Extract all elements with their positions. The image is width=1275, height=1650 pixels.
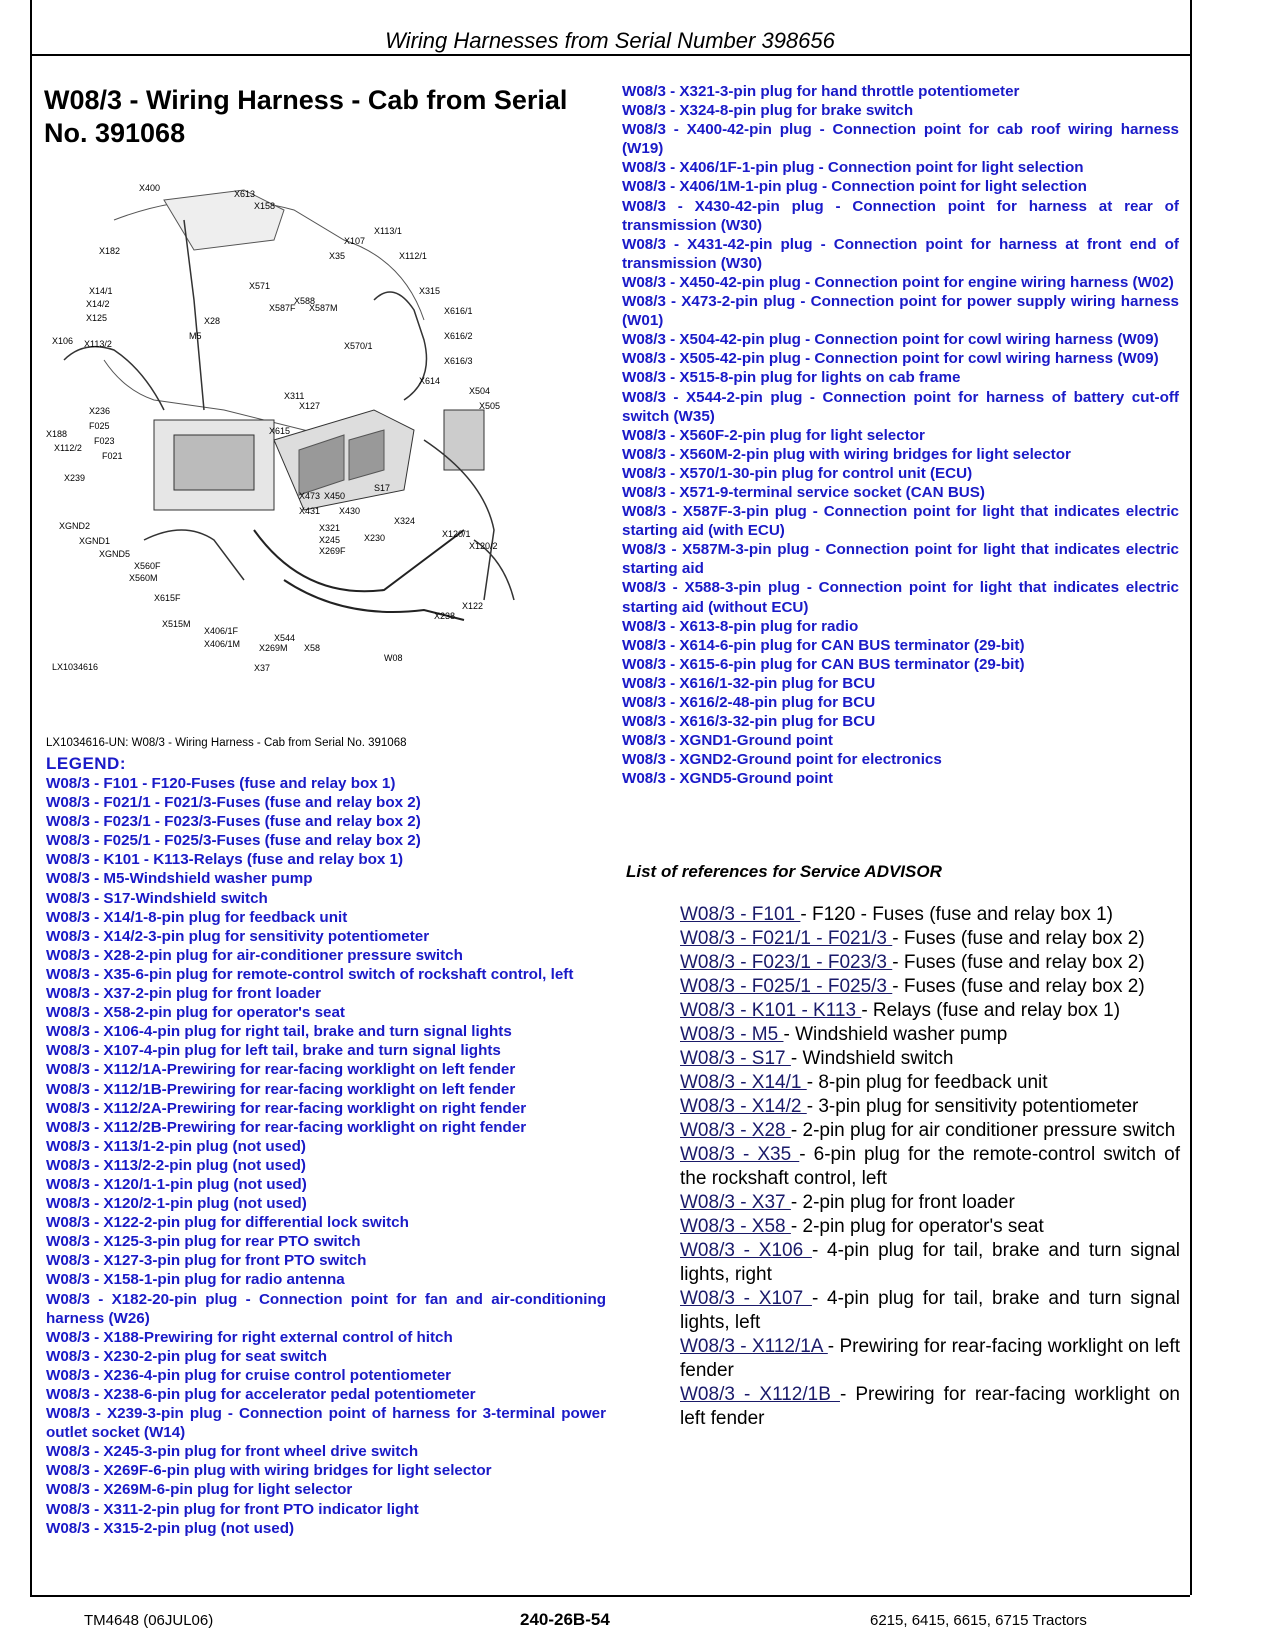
reference-item	[680, 1047, 1180, 1071]
figure-label: X588	[294, 296, 316, 306]
legend-item: W08/3 - S17-Windshield switch	[46, 889, 268, 907]
reference-item	[680, 1239, 1180, 1287]
reference-description: - 6-pin plug for the remote-control switch of the rockshaft control, left	[680, 1144, 1180, 1189]
legend-item: W08/3 - X400-42-pin plug - Connection point for cab roof wiring harness (W19)	[622, 121, 1179, 158]
reference-item	[680, 903, 1180, 927]
legend-item: W08/3 - X245-3-pin plug for front wheel drive switch	[46, 1443, 419, 1461]
legend-item: W08/3 - X113/2-2-pin plug (not used)	[46, 1156, 306, 1174]
references-title: List of references for Service ADVISOR	[626, 862, 942, 881]
reference-link[interactable]: W08/3 - K101 - K113	[680, 1000, 862, 1021]
legend	[46, 754, 606, 1538]
reference-item	[680, 999, 1180, 1023]
figure-label: X107	[344, 236, 366, 246]
reference-description: - 8-pin plug for feedback unit	[806, 1072, 1048, 1093]
figure-label: X245	[319, 535, 341, 545]
footer-rule	[30, 1595, 1190, 1597]
legend-item: W08/3 - X616/3-32-pin plug for BCU	[622, 713, 876, 731]
reference-link[interactable]: W08/3 - X112/1B	[680, 1384, 840, 1405]
legend-item: W08/3 - X182-20-pin plug - Connection point for fan and air-conditioning harness (W26)	[46, 1290, 606, 1327]
reference-description: - 4-pin plug for tail, brake and turn signal lights, left	[680, 1288, 1180, 1333]
figure-label: X122	[462, 601, 484, 611]
reference-item	[680, 1287, 1180, 1335]
reference-link[interactable]: W08/3 - F101	[680, 904, 801, 925]
figure-label: X112/1	[399, 251, 427, 261]
figure-label: S17	[374, 483, 391, 493]
figure-label: X120/2	[469, 541, 498, 551]
reference-link[interactable]: W08/3 - X28	[680, 1120, 791, 1141]
figure-label: X324	[394, 516, 416, 526]
reference-item	[680, 1119, 1180, 1143]
figure-label: X473	[299, 491, 321, 501]
figure-label: X14/2	[86, 299, 110, 309]
reference-item	[680, 1023, 1180, 1047]
legend-item: W08/3 - X238-6-pin plug for accelerator pedal potentiometer	[46, 1386, 476, 1403]
legend-item: W08/3 - X430-42-pin plug - Connection point for harness at rear of transmission (W30)	[622, 197, 1179, 234]
legend-item: W08/3 - X112/2A-Prewiring for rear-facing worklight on right fender	[46, 1099, 527, 1117]
figure-label: X113/2	[84, 339, 112, 349]
figure-label: X311	[284, 391, 305, 401]
legend-item: W08/3 - XGND2-Ground point for electronics	[622, 751, 942, 769]
legend-item: W08/3 - X587M-3-pin plug - Connection point for light that indicates electric starting aid	[622, 541, 1179, 578]
legend-item: W08/3 - X269M-6-pin plug for light selector	[46, 1481, 353, 1499]
figure-label: X315	[419, 286, 441, 296]
figure-label: X613	[234, 189, 256, 199]
reference-item	[680, 1383, 1180, 1431]
figure-label: XGND2	[59, 521, 91, 531]
legend-item: W08/3 - X613-8-pin plug for radio	[622, 617, 859, 635]
legend-item: W08/3 - X37-2-pin plug for front loader	[46, 985, 322, 1003]
legend-item: W08/3 - F025/1 - F025/3-Fuses (fuse and relay box 2)	[46, 832, 421, 850]
figure-label: X615F	[154, 593, 181, 603]
legend-item: W08/3 - X107-4-pin plug for left tail, brake and turn signal lights	[46, 1042, 501, 1060]
legend-item: W08/3 - F021/1 - F021/3-Fuses (fuse and relay box 2)	[46, 794, 421, 812]
figure-label: X182	[99, 246, 121, 256]
figure-label: X450	[324, 491, 346, 501]
reference-link[interactable]: W08/3 - X106	[680, 1240, 812, 1261]
figure-label: X616/2	[444, 331, 473, 341]
legend-item: W08/3 - M5-Windshield washer pump	[46, 870, 313, 888]
reference-description: - Windshield washer pump	[783, 1024, 1008, 1045]
legend-item: W08/3 - X188-Prewiring for right external control of hitch	[46, 1328, 453, 1346]
figure-image-id: LX1034616	[52, 662, 99, 672]
reference-link[interactable]: W08/3 - X14/1	[680, 1072, 807, 1093]
figure-label: X37	[254, 663, 271, 673]
header-rule	[30, 54, 1190, 56]
legend-item: W08/3 - XGND1-Ground point	[622, 732, 833, 750]
figure-label: X106	[52, 336, 74, 346]
figure-label: X614	[419, 376, 441, 386]
footer-page-number: 240-26B-54	[520, 1610, 610, 1629]
legend-item: W08/3 - X616/2-48-pin plug for BCU	[622, 694, 876, 711]
legend-item: W08/3 - X588-3-pin plug - Connection point for light that indicates electric starting aid (without ECU)	[622, 579, 1179, 616]
figure-caption: LX1034616-UN: W08/3 - Wiring Harness - Cab from Serial No. 391068	[46, 737, 407, 749]
legend-item: W08/3 - X321-3-pin plug for hand throttle potentiometer	[622, 83, 1020, 100]
footer-left: TM4648 (06JUL06)	[84, 1612, 214, 1629]
figure-label: X430	[339, 506, 361, 516]
reference-description: - 4-pin plug for tail, brake and turn signal lights, right	[680, 1240, 1180, 1285]
reference-link[interactable]: W08/3 - X58	[680, 1216, 791, 1237]
legend-item: W08/3 - F101 - F120-Fuses (fuse and relay box 1)	[46, 775, 396, 792]
figure-label: X158	[254, 201, 276, 211]
legend-item: W08/3 - X615-6-pin plug for CAN BUS terminator (29-bit)	[622, 655, 1025, 673]
reference-item	[680, 1071, 1180, 1095]
reference-description: - Prewiring for rear-facing worklight on left fender	[680, 1336, 1180, 1381]
legend-item: W08/3 - K101 - K113-Relays (fuse and relay box 1)	[46, 851, 404, 869]
legend-item: W08/3 - X269F-6-pin plug with wiring bridges for light selector	[46, 1462, 492, 1480]
legend-title: LEGEND:	[46, 754, 126, 773]
legend-item: W08/3 - X450-42-pin plug - Connection point for engine wiring harness (W02)	[622, 273, 1174, 291]
reference-item	[680, 951, 1180, 975]
legend-item: W08/3 - X112/1B-Prewiring for rear-facing worklight on left fender	[46, 1080, 516, 1098]
legend-item: W08/3 - X315-2-pin plug (not used)	[46, 1519, 295, 1537]
legend-item: W08/3 - F023/1 - F023/3-Fuses (fuse and relay box 2)	[46, 813, 421, 831]
figure-label: X28	[204, 316, 221, 326]
legend-item: W08/3 - X504-42-pin plug - Connection point for cowl wiring harness (W09)	[622, 331, 1159, 349]
figure-label: X238	[434, 611, 456, 621]
figure-label: X406/1M	[204, 639, 241, 649]
figure-label: X571	[249, 281, 271, 291]
reference-description: - Relays (fuse and relay box 1)	[861, 1000, 1121, 1021]
legend-item: W08/3 - X239-3-pin plug - Connection point of harness for 3-terminal power outlet socket (W14)	[46, 1405, 606, 1442]
legend-item: W08/3 - XGND5-Ground point	[622, 770, 833, 788]
figure-label: X587M	[309, 303, 338, 313]
legend-item: W08/3 - X570/1-30-pin plug for control unit (ECU)	[622, 464, 973, 482]
figure-label: F023	[94, 436, 115, 446]
legend-item: W08/3 - X406/1F-1-pin plug - Connection point for light selection	[622, 159, 1084, 177]
reference-link[interactable]: W08/3 - X107	[680, 1288, 812, 1309]
legend-item: W08/3 - X236-4-pin plug for cruise control potentiometer	[46, 1366, 452, 1384]
reference-description: - 2-pin plug for operator's seat	[790, 1216, 1044, 1237]
legend-item: W08/3 - X125-3-pin plug for rear PTO switch	[46, 1233, 361, 1251]
reference-description: - Windshield switch	[790, 1048, 954, 1069]
figure-label: X58	[304, 643, 321, 653]
legend-item: W08/3 - X35-6-pin plug for remote-control switch of rockshaft control, left	[46, 965, 574, 983]
legend-continued	[622, 82, 1179, 788]
figure-label: X570/1	[344, 341, 373, 351]
reference-link[interactable]: W08/3 - S17	[680, 1048, 791, 1069]
legend-item: W08/3 - X120/2-1-pin plug (not used)	[46, 1195, 307, 1213]
figure-label: X188	[46, 429, 68, 439]
figure-label: XGND1	[79, 536, 111, 546]
page-header-title: Wiring Harnesses from Serial Number 398656	[385, 28, 835, 53]
legend-item: W08/3 - X616/1-32-pin plug for BCU	[622, 674, 876, 692]
reference-link[interactable]: W08/3 - X14/2	[680, 1096, 807, 1117]
legend-item: W08/3 - X560F-2-pin plug for light selector	[622, 426, 925, 444]
figure-label: X616/1	[444, 306, 473, 316]
legend-item: W08/3 - X230-2-pin plug for seat switch	[46, 1347, 328, 1365]
legend-item: W08/3 - X113/1-2-pin plug (not used)	[46, 1137, 306, 1155]
legend-item: W08/3 - X473-2-pin plug - Connection point for power supply wiring harness (W01)	[622, 293, 1179, 330]
reference-description: - Fuses (fuse and relay box 2)	[892, 928, 1145, 949]
legend-item: W08/3 - X106-4-pin plug for right tail, brake and turn signal lights	[46, 1023, 512, 1041]
figure-label: X505	[479, 401, 501, 411]
legend-item: W08/3 - X311-2-pin plug for front PTO indicator light	[46, 1500, 419, 1518]
reference-link[interactable]: W08/3 - M5	[680, 1024, 784, 1045]
figure-label: X431	[299, 506, 321, 516]
figure-label: X515M	[162, 619, 191, 629]
figure-label: X504	[469, 386, 491, 396]
legend-item: W08/3 - X112/2B-Prewiring for rear-facing worklight on right fender	[46, 1118, 527, 1136]
legend-item: W08/3 - X324-8-pin plug for brake switch	[622, 102, 914, 120]
figure-label: X544	[274, 633, 296, 643]
figure-label: X236	[89, 406, 111, 416]
figure-label: X35	[329, 251, 346, 261]
figure-label: F025	[89, 421, 110, 431]
figure-label: X14/1	[89, 286, 113, 296]
figure-label: W08	[384, 653, 403, 663]
section-title: W08/3 - Wiring Harness - Cab from Serial No. 391068	[44, 85, 568, 148]
figure-label: X560F	[134, 561, 161, 571]
legend-item: W08/3 - X571-9-terminal service socket (CAN BUS)	[622, 483, 985, 501]
legend-item: W08/3 - X122-2-pin plug for differential lock switch	[46, 1214, 409, 1232]
reference-description: - 3-pin plug for sensitivity potentiometer	[806, 1096, 1139, 1117]
figure-label: F021	[102, 451, 123, 461]
legend-item: W08/3 - X587F-3-pin plug - Connection point for light that indicates electric starting aid (with ECU)	[622, 503, 1179, 540]
figure-label: M5	[189, 331, 202, 341]
footer-right: 6215, 6415, 6615, 6715 Tractors	[870, 1612, 1087, 1629]
legend-item: W08/3 - X614-6-pin plug for CAN BUS terminator (29-bit)	[622, 636, 1025, 654]
reference-item	[680, 1095, 1180, 1119]
reference-description: - 2-pin plug for front loader	[790, 1192, 1015, 1213]
legend-item: W08/3 - X406/1M-1-pin plug - Connection point for light selection	[622, 178, 1087, 196]
legend-item: W08/3 - X158-1-pin plug for radio antenna	[46, 1271, 345, 1289]
references-list	[680, 903, 1180, 1431]
reference-description: - Fuses (fuse and relay box 2)	[892, 976, 1145, 997]
reference-item	[680, 1143, 1180, 1191]
legend-item: W08/3 - X120/1-1-pin plug (not used)	[46, 1175, 307, 1193]
reference-item	[680, 1191, 1180, 1215]
figure-label: X587F	[269, 303, 296, 313]
reference-description: - 2-pin plug for air conditioner pressure switch	[790, 1120, 1176, 1141]
reference-description: - F120 - Fuses (fuse and relay box 1)	[800, 904, 1113, 925]
figure-label: X230	[364, 533, 386, 543]
reference-item	[680, 975, 1180, 999]
legend-list-left	[46, 774, 606, 1538]
figure-label: X269F	[319, 546, 346, 556]
figure-label: X616/3	[444, 356, 473, 366]
reference-link[interactable]: W08/3 - F021/1 - F021/3	[680, 928, 893, 949]
legend-item: W08/3 - X14/1-8-pin plug for feedback unit	[46, 908, 348, 926]
figure-label: X120/1	[442, 529, 471, 539]
legend-item: W08/3 - X560M-2-pin plug with wiring bridges for light selector	[622, 445, 1071, 463]
legend-item: W08/3 - X14/2-3-pin plug for sensitivity potentiometer	[46, 927, 430, 945]
reference-item	[680, 927, 1180, 951]
figure-label: X560M	[129, 573, 158, 583]
figure-label: X112/2	[54, 443, 82, 453]
figure-label: X269M	[259, 643, 288, 653]
legend-item: W08/3 - X127-3-pin plug for front PTO switch	[46, 1252, 367, 1270]
legend-item: W08/3 - X515-8-pin plug for lights on cab frame	[622, 369, 961, 387]
figure-label: X113/1	[374, 226, 402, 236]
reference-link[interactable]: W08/3 - X112/1A	[680, 1336, 828, 1357]
legend-item: W08/3 - X58-2-pin plug for operator's seat	[46, 1004, 345, 1022]
figure-label: X615	[269, 426, 291, 436]
legend-item: W08/3 - X431-42-pin plug - Connection point for harness at front end of transmission (W30)	[622, 235, 1179, 272]
reference-description: - Fuses (fuse and relay box 2)	[892, 952, 1145, 973]
legend-list-right	[622, 82, 1179, 788]
figure-label: X400	[139, 183, 161, 193]
legend-item: W08/3 - X112/1A-Prewiring for rear-facing worklight on left fender	[46, 1061, 516, 1079]
legend-item: W08/3 - X28-2-pin plug for air-conditioner pressure switch	[46, 946, 463, 964]
figure-label: X406/1F	[204, 626, 239, 636]
figure-label: X321	[319, 523, 341, 533]
reference-link[interactable]: W08/3 - F025/1 - F025/3	[680, 976, 893, 997]
wiring-harness-figure	[44, 180, 604, 720]
figure-label: XGND5	[99, 549, 131, 559]
figure-label: X239	[64, 473, 86, 483]
reference-description: - Prewiring for rear-facing worklight on left fender	[680, 1384, 1180, 1429]
reference-item	[680, 1215, 1180, 1239]
reference-link[interactable]: W08/3 - F023/1 - F023/3	[680, 952, 893, 973]
legend-item: W08/3 - X544-2-pin plug - Connection point for harness of battery cut-off switch (W35)	[622, 388, 1179, 425]
reference-link[interactable]: W08/3 - X35	[680, 1144, 800, 1165]
legend-item: W08/3 - X505-42-pin plug - Connection point for cowl wiring harness (W09)	[622, 350, 1159, 368]
reference-item	[680, 1335, 1180, 1383]
figure-label: X125	[86, 313, 108, 323]
reference-link[interactable]: W08/3 - X37	[680, 1192, 791, 1213]
figure-label: X127	[299, 401, 321, 411]
